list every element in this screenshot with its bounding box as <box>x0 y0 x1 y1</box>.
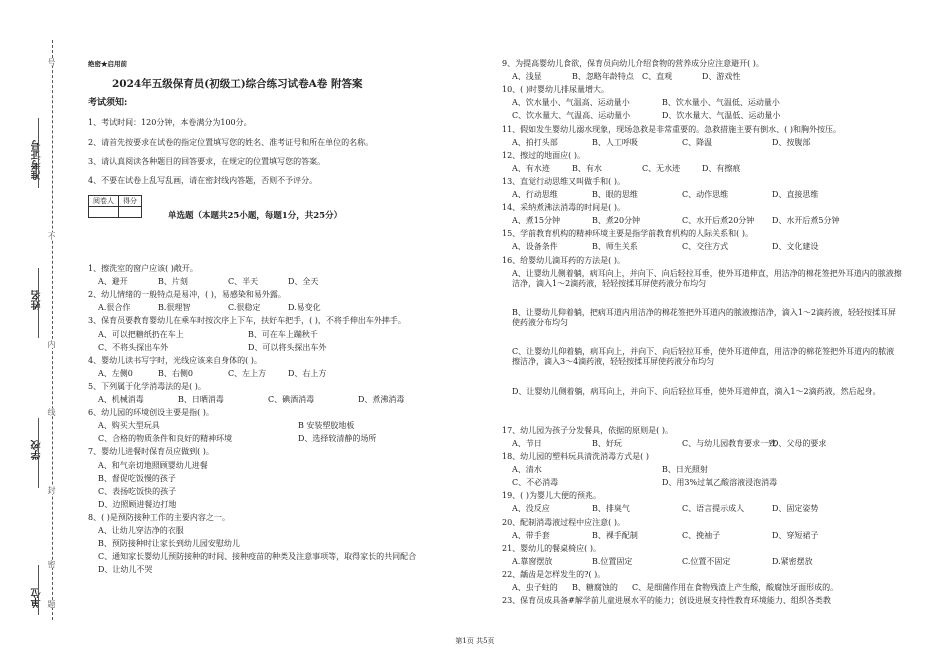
question-stem: 2、幼儿情绪的一般特点是易冲，( )，易感染和易外露。 <box>88 290 286 300</box>
answer-option: A.靠窗摆放 <box>512 556 553 566</box>
margin-mark: 号 <box>47 58 56 66</box>
question-stem: 7、婴幼儿进餐时保育员应做到( )。 <box>88 447 214 457</box>
answer-option: D.紧密摆放 <box>772 556 813 566</box>
margin-label-unit: 单位 <box>32 588 43 608</box>
answer-option: A、节日 <box>512 438 542 448</box>
answer-option: D、游戏性 <box>702 72 741 82</box>
margin-mark: 题 <box>47 600 56 608</box>
answer-option: D、煮沸消毒 <box>358 395 405 404</box>
question-stem: 10、( )时婴幼儿排尿量增大。 <box>502 85 609 95</box>
answer-option: C、让婴幼儿仰着躺，病耳向上，并向下、向后轻拉耳垂，使外耳道伸直，用洁净的棉花签把外耳道内的脓液擦洁净，滴入3～4滴药液，轻轻按揉耳屏使药液分布均匀 <box>512 347 895 367</box>
answer-option: A、购买大型玩具 <box>98 421 160 431</box>
answer-option: C、左上方 <box>228 368 267 378</box>
question-stem: 4、婴幼儿读书写字时，光线应该来自身体的( )。 <box>88 355 262 365</box>
answer-option: B、好玩 <box>592 438 622 448</box>
question-stem: 23、保育员成具备#解学前儿童进展水平的能力；创设进展支持性教育环境能力、组织各类教 <box>502 596 831 606</box>
answer-option: C、无水迹 <box>642 163 681 173</box>
section-title: 单选题（本题共25小题，每题1分，共25分） <box>168 211 343 221</box>
answer-option: D、用3%过氧乙酸溶液浸泡消毒 <box>662 478 778 488</box>
question-stem: 12、擦过的地面应( )。 <box>502 150 585 160</box>
answer-option: B、排臭气 <box>592 504 630 514</box>
margin-underline <box>38 565 39 615</box>
question-stem: 13、直觉行动思维又叫做手和( )。 <box>502 176 625 186</box>
answer-option: A、拍打头部 <box>512 137 558 147</box>
answer-option: B、督促吃饭慢的孩子 <box>98 473 176 483</box>
answer-option: C、与幼儿园教育要求一致 <box>682 438 777 448</box>
answer-option: C、降温 <box>682 137 713 147</box>
score-cell[interactable] <box>119 207 142 218</box>
question-stem: 8、( )是预防接种工作的主要内容之一。 <box>88 512 230 522</box>
question-stem: 6、幼儿园的环境创设主要是指( )。 <box>88 408 214 418</box>
answer-option: C.位置不固定 <box>682 556 731 566</box>
answer-option: B、让婴幼儿仰着躺，把病耳道内用洁净的棉花签把外耳道内的脓液擦洁净，滴入1～2滴药液，轻轻按揉耳屏使药液分布均匀 <box>512 307 897 327</box>
answer-option: D、水开后煮5分钟 <box>772 216 840 226</box>
answer-option: B、眼的思维 <box>592 190 638 199</box>
margin-mark: 密 <box>47 560 56 568</box>
answer-option: A、机械消毒 <box>98 395 144 404</box>
margin-mark: 封 <box>47 486 56 494</box>
answer-option: A、左侧0 <box>98 368 133 378</box>
question-stem: 1、擦洗室的窗户应该( )敞开。 <box>88 264 198 273</box>
answer-option: A.很合作 <box>98 303 131 313</box>
answer-option: A、避开 <box>98 277 128 287</box>
answer-option: D、有擦痕 <box>702 163 741 173</box>
answer-option: A、让婴幼儿侧着躺，病耳向上，并向下、向后轻拉耳垂，使外耳道伸直，用洁净的棉花签把外耳道内的脓液擦洁净，滴入1～2滴药液，轻轻按揉耳屏使药液分布均匀 <box>512 268 902 288</box>
answer-option: B.很理智 <box>158 303 191 313</box>
margin-label-ticket: 准考证号 <box>32 140 43 180</box>
answer-option: B、右侧0 <box>158 368 193 378</box>
answer-option: D、右上方 <box>288 368 327 378</box>
answer-option: C、不将头探出车外 <box>98 342 169 352</box>
answer-option: B、饮水量小、气温低、运动量小 <box>662 98 780 108</box>
answer-option: B 安装塑胶地板 <box>298 421 355 431</box>
question-stem: 21、婴幼儿的餐桌椅应( )。 <box>502 543 601 553</box>
notice-item: 3、请认真阅读各种题目的回答要求，在规定的位置填写您的答案。 <box>88 157 326 166</box>
answer-option: D、饮水量大、气温低、运动量小 <box>662 111 781 121</box>
confidential-label: 绝密★启用前 <box>88 60 127 68</box>
notice-item: 2、请首先按要求在试卷的指定位置填写您的姓名、准考证号和所在单位的名称。 <box>88 138 374 147</box>
question-stem: 20、配制消毒液过程中应注意( )。 <box>502 517 625 527</box>
grader-cell[interactable] <box>89 207 119 218</box>
answer-option: B、有水 <box>572 163 602 173</box>
answer-option: B、日晒消毒 <box>178 395 224 404</box>
answer-option: C、合格的物质条件和良好的精神环境 <box>98 434 233 444</box>
answer-option: A、虫子蛀的 <box>512 583 558 592</box>
answer-option: B、师生关系 <box>592 242 638 252</box>
answer-option: B、忽略年龄特点 <box>572 72 634 82</box>
answer-option: B、可在车上蹦秋千 <box>248 329 318 339</box>
notice-heading: 考试须知: <box>88 98 128 108</box>
answer-option: D、直接思维 <box>772 190 819 199</box>
answer-option: D、让婴幼儿侧着躺，病耳向上，并向下、向后轻拉耳垂，使外耳道伸直，滴入1～2滴药液，然后起身。 <box>512 386 881 396</box>
answer-option: D.易变化 <box>288 303 321 313</box>
question-stem: 11、假如发生婴幼儿溺水现象，现场急救是非常重要的。急救措施主要有倒水、( )和胸外按压。 <box>502 124 841 134</box>
answer-option: A、煮15分钟 <box>512 216 560 226</box>
answer-option: C、碘酒消毒 <box>268 395 315 404</box>
margin-underline <box>38 418 39 488</box>
question-stem: 22、龋齿是怎样发生的?( )。 <box>502 569 606 579</box>
question-stem: 16、给婴幼儿滴耳药的方法是( )。 <box>502 255 625 265</box>
grader-table <box>88 195 142 218</box>
answer-option: A、有水迹 <box>512 163 550 173</box>
answer-option: C、表扬吃饭快的孩子 <box>98 486 177 496</box>
answer-option: D、文化建设 <box>772 242 819 252</box>
margin-label-name: 姓名 <box>32 290 43 310</box>
margin-underline <box>38 118 39 188</box>
question-stem: 15、学前教育机构的精神环境主要是指学前教育机构的人际关系和( )。 <box>502 229 753 239</box>
answer-option: B、煮20分钟 <box>592 216 641 226</box>
margin-mark: 线 <box>47 408 56 416</box>
answer-option: C、饮水量大、气温高、运动量小 <box>512 111 631 121</box>
answer-option: C、半天 <box>228 277 259 287</box>
answer-option: A、没反应 <box>512 504 550 514</box>
answer-option: C.很稳定 <box>228 303 261 313</box>
question-stem: 19、( )为婴儿大便的预兆。 <box>502 491 601 501</box>
answer-option: D、可以将头探出车外 <box>248 342 327 352</box>
answer-option: A、清水 <box>512 465 542 475</box>
answer-option: A、和气亲切地照顾婴幼儿进餐 <box>98 460 208 470</box>
answer-option: C、水开后煮20分钟 <box>682 216 755 226</box>
answer-option: A、带手套 <box>512 530 550 540</box>
question-stem: 5、下列属于化学消毒法的是( )。 <box>88 381 206 391</box>
question-stem: 14、采纳煮沸法消毒的时间是( )。 <box>502 203 625 213</box>
answer-option: B、糖腐蚀的 <box>572 583 618 592</box>
question-stem: 9、为提高婴幼儿食欲，保育员向幼儿介绍食物的营养成分应注意避开( )。 <box>502 59 764 68</box>
answer-option: D、按腹部 <box>772 137 811 147</box>
answer-option: C、动作思维 <box>682 190 729 199</box>
answer-option: B、裸手配制 <box>592 530 638 540</box>
answer-option: D、穿短裙子 <box>772 530 819 540</box>
answer-option: C、是细菌作用在食物残渣上产生酸，酸腐蚀牙面形成的。 <box>632 583 839 592</box>
grader-label: 阅卷人 <box>89 196 119 207</box>
answer-option: D、选择较清静的场所 <box>298 434 377 444</box>
answer-option: B、人工呼吸 <box>592 137 638 147</box>
answer-option: A、让幼儿穿洁净的衣服 <box>98 526 184 535</box>
answer-option: A、设备条件 <box>512 242 558 252</box>
answer-option: C、交往方式 <box>682 242 729 252</box>
answer-option: B、日光照射 <box>662 465 708 475</box>
page-title: 2024年五级保育员(初级工)综合练习试卷A卷 附答案 <box>112 78 363 90</box>
answer-option: A、可以把糖纸扔在车上 <box>98 329 184 339</box>
margin-underline <box>38 268 39 338</box>
answer-option: D、父母的要求 <box>772 438 827 448</box>
seal-line <box>52 40 53 620</box>
margin-mark: 不 <box>47 232 56 240</box>
margin-mark: 内 <box>47 340 56 348</box>
notice-item: 1、考试时间：120分钟，本卷满分为100分。 <box>88 118 252 127</box>
answer-option: A、饮水量小、气温高、运动量小 <box>512 98 630 108</box>
page-number: 第1页 共5页 <box>455 637 495 645</box>
question-stem: 17、幼儿园为孩子分发餐具，依据的原则是( )。 <box>502 425 673 435</box>
answer-option: C、不必消毒 <box>512 478 559 488</box>
answer-option: C、通知家长婴幼儿预防接种的时间、接种疫苗的种类及注意事项等，取得家长的共同配合 <box>98 552 417 562</box>
answer-option: B、预防接种时让家长到幼儿园安慰幼儿 <box>98 539 240 549</box>
answer-option: C、挽袖子 <box>682 530 721 540</box>
answer-option: B、片刻 <box>158 277 188 287</box>
answer-option: B.位置固定 <box>592 556 633 566</box>
answer-option: C、直观 <box>642 72 673 82</box>
question-stem: 3、保育员要教育婴幼儿在乘车时按次序上下车，扶好车把手，( )，不将手伸出车外摔手。 <box>88 316 406 326</box>
answer-option: A、行动思维 <box>512 190 558 199</box>
answer-option: C、语言提示成人 <box>682 504 745 514</box>
answer-option: D、让幼儿不哭 <box>98 565 153 575</box>
answer-option: D、全天 <box>288 277 319 287</box>
answer-option: D、边照顾进餐边打地 <box>98 499 177 509</box>
margin-label-school: 学校 <box>32 440 43 460</box>
answer-option: D、固定姿势 <box>772 504 819 514</box>
answer-option: A、浅显 <box>512 72 542 82</box>
score-label: 得分 <box>119 196 142 207</box>
notice-item: 4、不要在试卷上乱写乱画，请在密封线内答题，否则不予评分。 <box>88 176 318 185</box>
question-stem: 18、幼儿园的塑料玩具清洗消毒方式是( ) <box>502 452 649 461</box>
